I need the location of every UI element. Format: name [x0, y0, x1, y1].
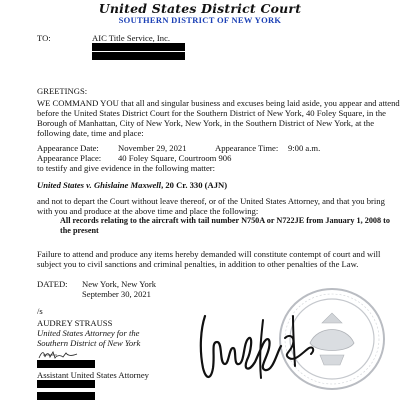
redaction-bar — [37, 392, 95, 400]
court-name: United States District Court — [98, 1, 302, 16]
signature-slash: /s — [37, 306, 43, 316]
appearance-time-label: Appearance Time: — [215, 143, 279, 153]
records-request-line-1: All records relating to the aircraft with tail number N750A or N722JE from January 1, 2008 to — [60, 216, 390, 225]
case-name: United States v. Ghislaine Maxwell — [37, 180, 162, 190]
district-name: SOUTHERN DISTRICT OF NEW YORK — [118, 15, 282, 25]
signatory-name: AUDREY STRAUSS — [37, 318, 113, 328]
appearance-time-value: 9:00 a.m. — [288, 143, 321, 153]
instructions-line-1: and not to depart the Court without leave thereof, or of the United States Attorney, and that you bring — [37, 196, 385, 206]
dated-label: DATED: — [37, 279, 68, 289]
case-number: , 20 Cr. 330 (AJN) — [161, 180, 228, 190]
testify-line: to testify and give evidence in the following matter: — [37, 163, 216, 173]
dated-place: New York, New York — [82, 279, 157, 289]
appearance-place-value: 40 Foley Square, Courtroom 906 — [118, 153, 232, 163]
recipient-name: AIC Title Service, Inc. — [92, 33, 171, 43]
to-label: TO: — [37, 33, 51, 43]
redaction-bar — [92, 52, 185, 60]
case-caption — [37, 180, 227, 190]
greetings: GREETINGS: — [37, 86, 88, 96]
instructions-line-2: with you and produce at the above time and place the following: — [37, 206, 259, 216]
appearance-date-label: Appearance Date: — [37, 143, 99, 153]
warning-line-1: Failure to attend and produce any items hereby demanded will constitute contempt of court and will — [37, 249, 381, 259]
command-line-3: Borough of Manhattan, City of New York, New York, in the Southern District of New York, at the — [37, 118, 375, 128]
command-line-4: following date, time and place: — [37, 128, 144, 138]
command-line-1: WE COMMAND YOU that all and singular business and excuses being laid aside, you appear and attend — [37, 98, 400, 108]
handwritten-signature — [193, 308, 323, 386]
dated-date: September 30, 2021 — [82, 289, 151, 299]
redaction-bar — [37, 360, 95, 368]
redaction-bar — [37, 380, 95, 388]
records-request-line-2: the present — [60, 226, 99, 235]
signatory-title-1: United States Attorney for the — [37, 328, 140, 338]
warning-line-2: subject you to civil sanctions and criminal penalties, in addition to other penalties of the Law. — [37, 259, 359, 269]
appearance-place-label: Appearance Place: — [37, 153, 102, 163]
appearance-date-value: November 29, 2021 — [118, 143, 187, 153]
command-line-2: before the United States District Court for the Southern District of New York, 40 Foley Square, in the — [37, 108, 386, 118]
redaction-bar — [92, 43, 185, 51]
signatory-title-2: Southern District of New York — [37, 338, 141, 348]
assistant-title: Assistant United States Attorney — [37, 370, 149, 380]
